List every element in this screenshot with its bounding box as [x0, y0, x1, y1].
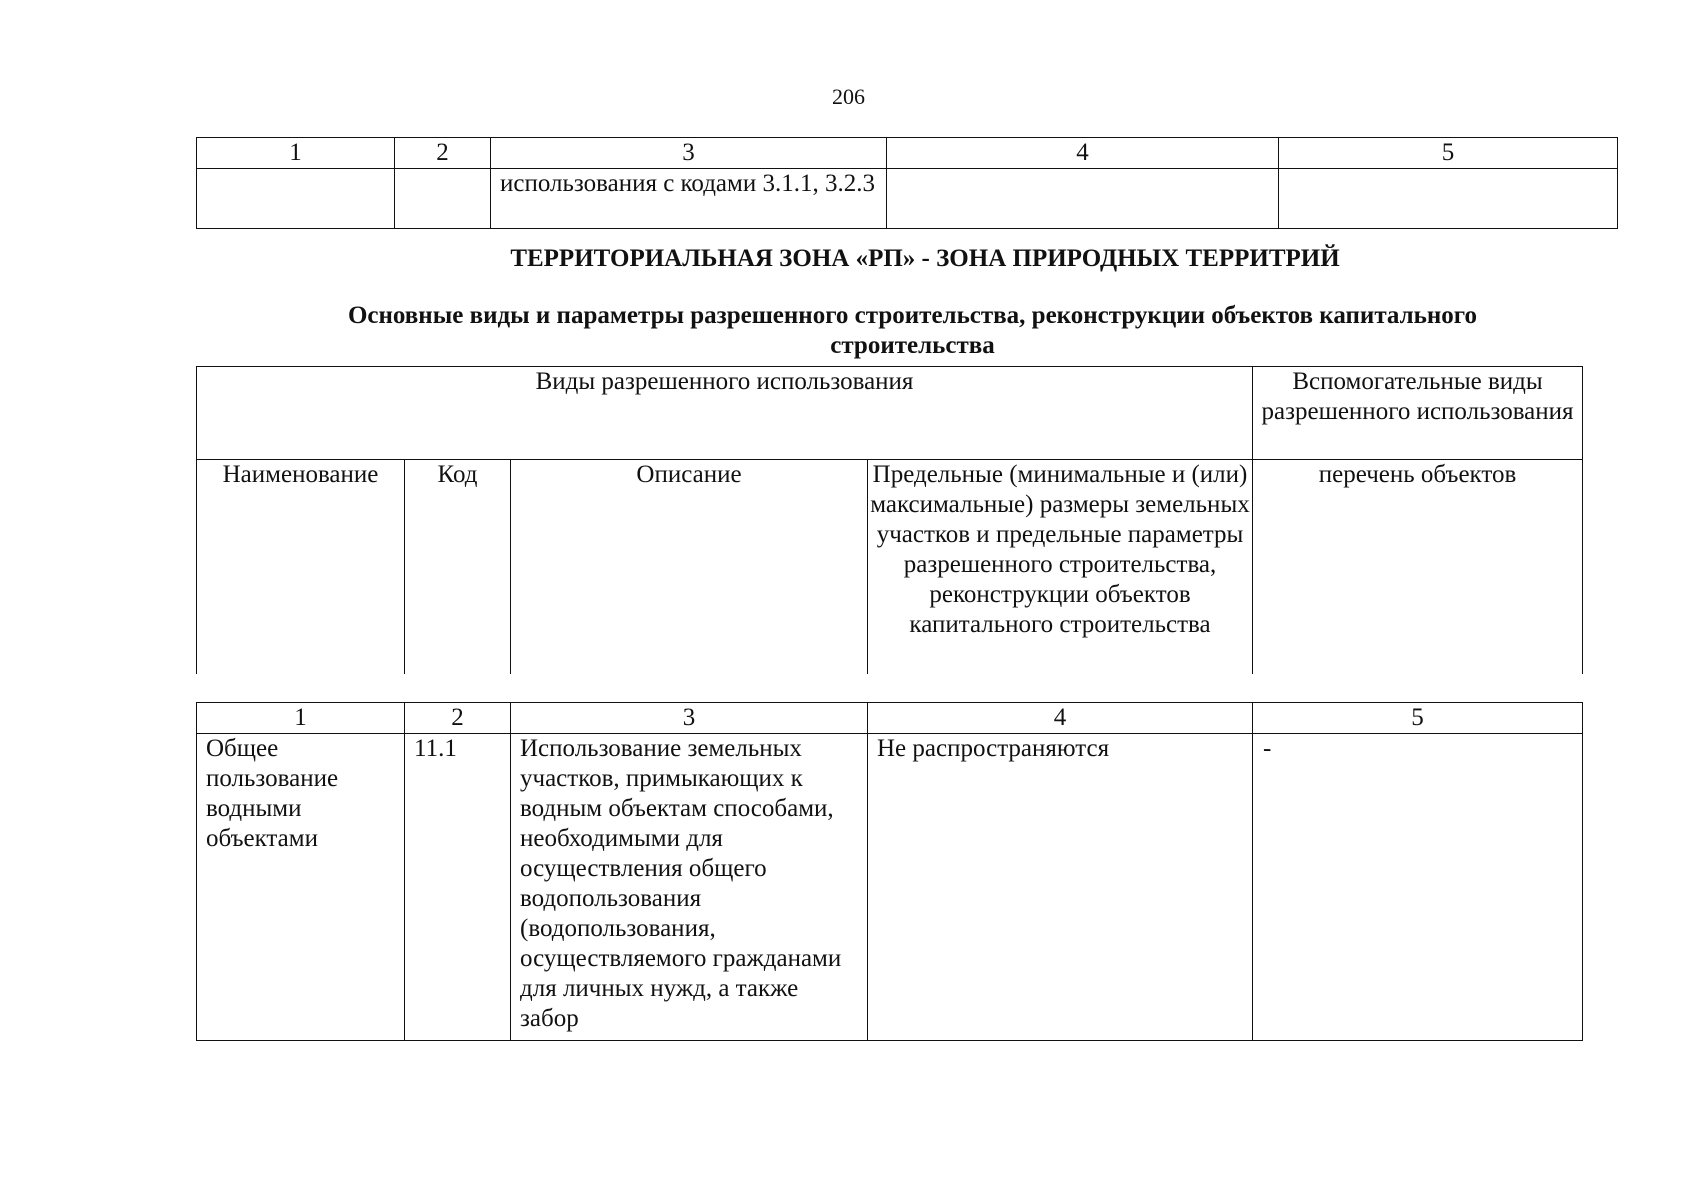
table-header-row: [197, 138, 1618, 169]
zone-title: ТЕРРИТОРИАЛЬНАЯ ЗОНА «РП» - ЗОНА ПРИРОДНЫХ ТЕРРИТРИЙ: [510, 245, 1340, 272]
column-number: 5: [1253, 703, 1583, 734]
column-header-description: Описание: [511, 460, 868, 674]
use-name-cell: Общее пользование водными объектами: [197, 734, 405, 1041]
use-code-cell: 11.1: [405, 734, 511, 1041]
table-cell: [395, 169, 491, 229]
column-number: 1: [197, 138, 395, 169]
column-number: 4: [868, 703, 1253, 734]
parameters-cell: Не распространяются: [868, 734, 1253, 1041]
auxiliary-uses-header: Вспомогательные виды разрешенного использования: [1253, 367, 1583, 460]
permitted-uses-group-header: Виды разрешенного использования: [197, 367, 1253, 460]
page-number: 206: [832, 84, 865, 109]
table-cell: использования с кодами 3.1.1, 3.2.3: [491, 169, 887, 229]
header-table: [196, 366, 1583, 674]
column-number: 1: [197, 703, 405, 734]
column-header-parameters: Предельные (минимальные и (или) максимальные) размеры земельных участков и предельные параметры разрешенного строительства, реконструкции объектов капитального строительства: [868, 460, 1253, 674]
table-cell: [1279, 169, 1618, 229]
table-header-row: [197, 703, 1583, 734]
column-header-name: Наименование: [197, 460, 405, 674]
column-number: 4: [887, 138, 1279, 169]
column-header-row: [197, 460, 1583, 674]
use-description-cell: Использование земельных участков, примыкающих к водным объектам способами, необходимыми для осуществления общего водопользования (водопользования, осуществляемого гражданами для личных нужд, а также забор: [511, 734, 868, 1041]
column-header-objects-list: перечень объектов: [1253, 460, 1583, 674]
column-number: 3: [511, 703, 868, 734]
data-table: [196, 702, 1583, 1041]
table-row: [197, 734, 1583, 1041]
column-header-code: Код: [405, 460, 511, 674]
column-number: 3: [491, 138, 887, 169]
objects-list-cell: -: [1253, 734, 1583, 1041]
column-number: 5: [1279, 138, 1618, 169]
column-number: 2: [405, 703, 511, 734]
section-subtitle: Основные виды и параметры разрешенного строительства, реконструкции объектов капитального строительства: [347, 302, 1478, 359]
column-number: 2: [395, 138, 491, 169]
table-cell: [887, 169, 1279, 229]
group-header-row: [197, 367, 1583, 460]
table-cell: [197, 169, 395, 229]
table-row: [197, 169, 1618, 229]
continuation-table: [196, 137, 1618, 229]
